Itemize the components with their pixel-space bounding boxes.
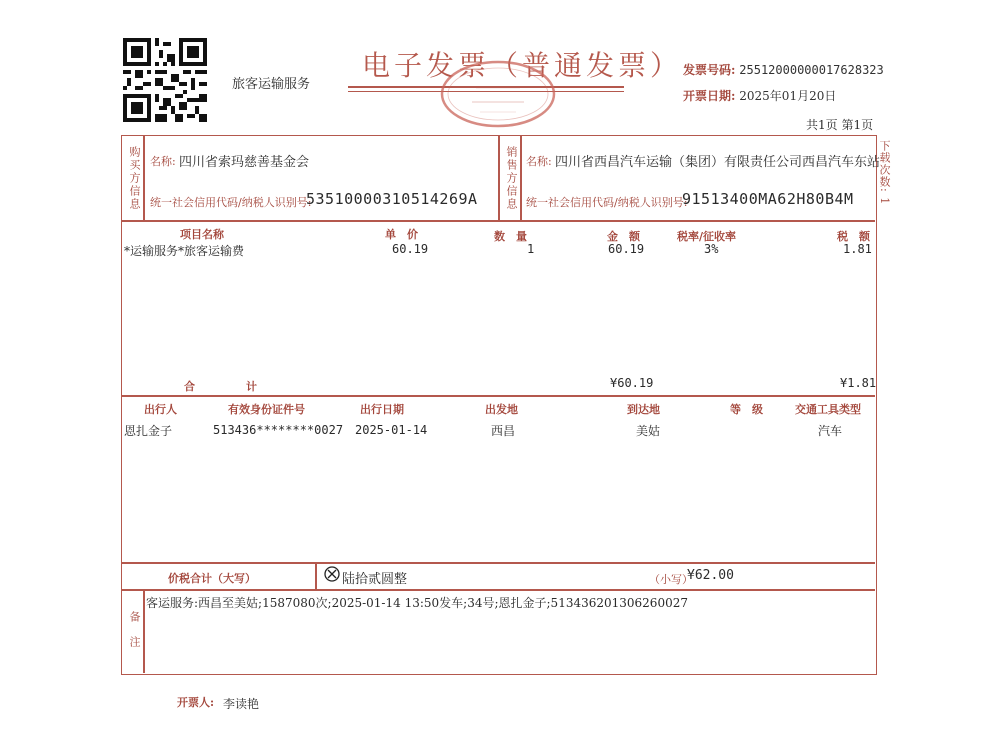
departure-place: 西昌 [491,424,516,438]
col-vehicle-type: 交通工具类型 [795,403,861,416]
issuer-label: 开票人: [177,696,215,709]
download-count-note: 下载次数: 1 [878,140,891,206]
destination-place: 美姑 [636,424,661,438]
rule-travel-bottom [122,562,875,564]
col-quantity: 数 量 [494,230,527,243]
seller-side-label: 销售方信息 [505,146,518,211]
total-label-he: 合 [184,380,195,393]
seller-name-label: 名称: [526,155,552,168]
invoice-frame [121,135,881,675]
buyer-side-label: 购买方信息 [128,146,141,211]
rule-items-bottom [122,395,875,397]
rule-party-bottom [122,220,875,222]
page-count: 共1页 第1页 [806,118,874,132]
travel-date: 2025-01-14 [355,423,428,437]
issuer-name: 李读艳 [223,697,260,711]
col-class: 等 级 [730,403,763,416]
item-price: 60.19 [392,242,429,256]
rule-total-bottom [122,589,875,591]
remarks-side-label: 备注 [128,611,141,661]
col-tax-amount: 税 额 [837,230,870,243]
rule-party-middle [498,136,500,220]
invoice-date-row [683,87,836,104]
col-unit-price: 单 价 [385,228,418,241]
item-tax-rate: 3% [704,242,719,256]
seller-tax-label: 统一社会信用代码/纳税人识别号: [526,196,688,209]
total-small-label: （小写） [649,573,693,586]
invoice-title: 电子发票（普通发票） [362,49,683,82]
col-traveler: 出行人 [144,403,177,416]
rule-remarks-side [143,589,145,673]
item-tax-amount: 1.81 [843,242,872,256]
total-words: 陆拾贰圆整 [342,572,408,587]
invoice-date: 2025年01月20日 [739,89,837,103]
tax-seal-icon [440,60,556,128]
invoice-number: 25512000000017628323 [739,63,884,77]
col-travel-date: 出行日期 [360,403,404,416]
col-item-name: 项目名称 [180,228,224,241]
col-tax-rate: 税率/征收率 [677,230,737,243]
item-name: *运输服务*旅客运输费 [124,244,245,258]
col-id-number: 有效身份证件号 [228,403,305,416]
total-words-label: 价税合计（大写） [168,572,256,585]
circled-x-icon [324,566,340,582]
seller-name: 四川省西昌汽车运输（集团）有限责任公司西昌汽车东站 [555,155,881,170]
col-amount: 金 额 [607,230,640,243]
seller-tax-id: 91513400MA62H80B4M [682,190,854,208]
total-amount: ¥60.19 [610,376,654,390]
invoice-date-label: 开票日期: [683,89,736,103]
total-small-value: ¥62.00 [687,568,734,583]
total-label-ji: 计 [246,380,257,393]
rule-total-middle [315,562,317,589]
invoice-number-row [683,61,884,78]
rule-buyer-side [143,136,145,220]
item-quantity: 1 [527,242,535,256]
qr-code [123,38,207,122]
service-type: 旅客运输服务 [232,77,311,92]
remarks-text: 客运服务:西昌至美姑;1587080次;2025-01-14 13:50发车;34号;恩扎金子;513436201306260027 [146,596,688,610]
col-departure: 出发地 [485,403,518,416]
vehicle-type: 汽车 [818,424,843,438]
buyer-tax-label: 统一社会信用代码/纳税人识别号: [150,196,312,209]
buyer-tax-id: 53510000310514269A [306,190,478,208]
traveler-id: 513436********0027 [213,423,344,437]
invoice-number-label: 发票号码: [683,63,736,77]
total-tax: ¥1.81 [840,376,877,390]
col-destination: 到达地 [627,403,660,416]
traveler-name: 恩扎金子 [124,424,173,438]
item-amount: 60.19 [608,242,645,256]
rule-seller-side [520,136,522,220]
buyer-name-label: 名称: [150,155,176,168]
buyer-name: 四川省索玛慈善基金会 [179,155,310,170]
